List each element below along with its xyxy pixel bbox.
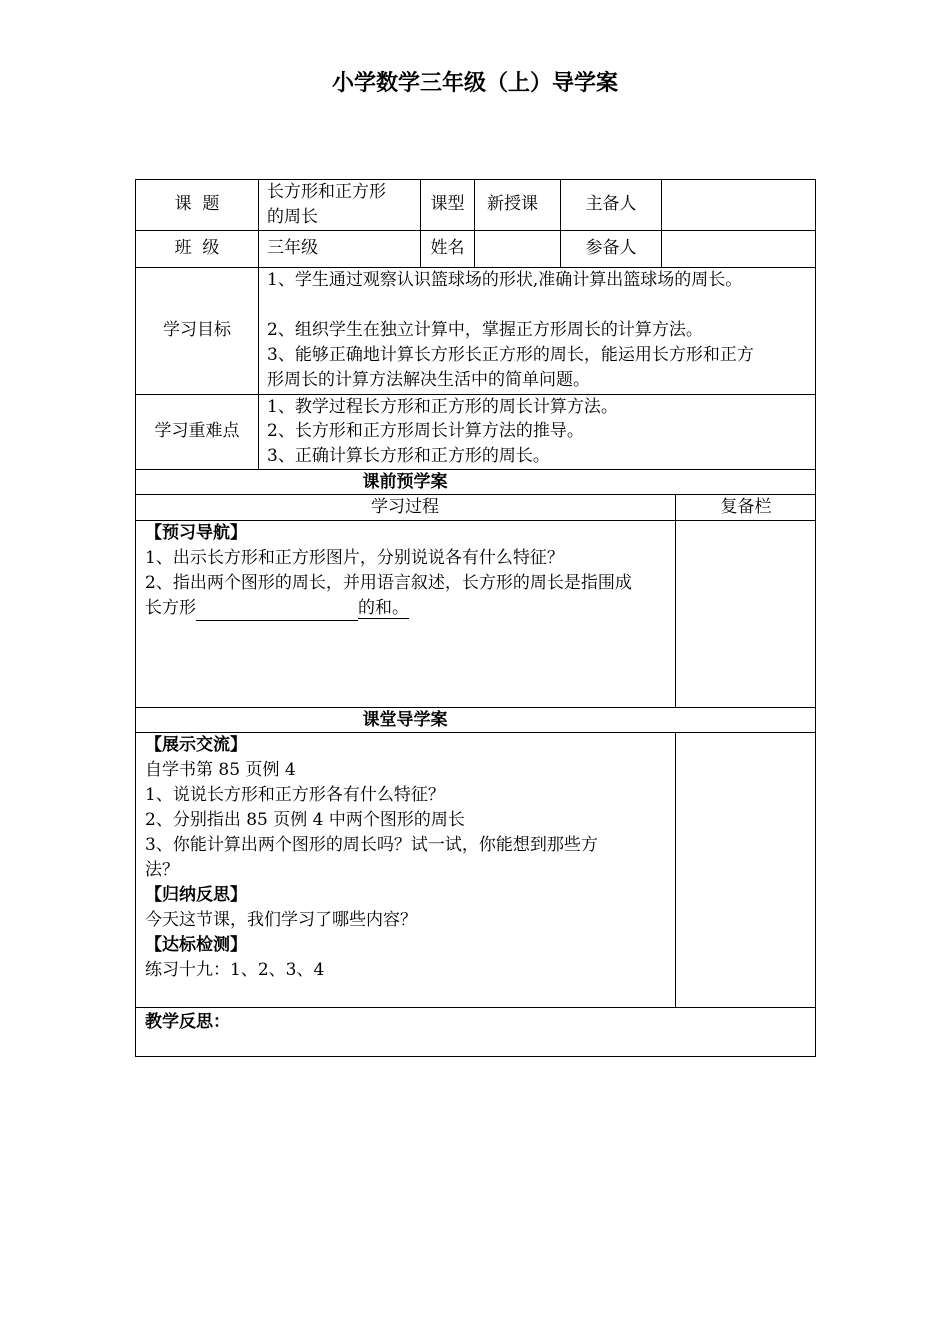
classroom-question-3-line1: 3、你能计算出两个图形的周长吗？试一试，你能想到那些方 <box>145 835 598 855</box>
column-divider <box>675 732 676 1007</box>
column-divider <box>675 494 676 707</box>
goal-item-1: 1、学生通过观察认识篮球场的形状,准确计算出篮球场的周长。 <box>267 270 743 290</box>
preview-question-2-line2 <box>145 596 409 621</box>
topic-value-line2: 的周长 <box>267 207 318 227</box>
review-header: 复备栏 <box>720 497 772 517</box>
column-divider <box>258 179 259 469</box>
classroom-question-3-line2: 法？ <box>145 860 179 880</box>
name-label: 姓名 <box>430 238 465 258</box>
classroom-reflect-question: 今天这节课，我们学习了哪些内容？ <box>145 910 417 930</box>
classroom-exercise: 练习十九：1、2、3、4 <box>145 960 325 980</box>
classroom-reference: 自学书第 85 页例 4 <box>145 760 296 780</box>
topic-value-line1: 长方形和正方形 <box>267 182 386 202</box>
key-point-3: 3、正确计算长方形和正方形的周长。 <box>267 446 550 466</box>
type-label: 课型 <box>430 194 465 214</box>
classroom-heading-showcase: 【展示交流】 <box>145 735 247 755</box>
key-point-2: 2、长方形和正方形周长计算方法的推导。 <box>267 421 584 441</box>
preview-question-1: 1、出示长方形和正方形图片，分别说说各有什么特征？ <box>145 548 564 568</box>
goals-label: 学习目标 <box>163 320 231 340</box>
row-divider <box>135 230 816 231</box>
column-divider <box>661 179 662 267</box>
goal-item-2: 2、组织学生在独立计算中，掌握正方形周长的计算方法。 <box>267 320 703 340</box>
fill-in-prefix: 长方形 <box>145 598 196 618</box>
teaching-reflection-label: 教学反思： <box>145 1012 230 1032</box>
fill-in-suffix: 的和。 <box>358 598 409 618</box>
classroom-heading-test: 【达标检测】 <box>145 935 247 955</box>
page-title: 小学数学三年级（上）导学案 <box>331 71 618 96</box>
process-header: 学习过程 <box>371 497 439 517</box>
key-point-1: 1、教学过程长方形和正方形的周长计算方法。 <box>267 397 618 417</box>
classroom-section-title: 课堂导学案 <box>362 710 448 730</box>
goal-item-3-line2: 形周长的计算方法解决生活中的简单问题。 <box>267 370 590 390</box>
goal-item-3-line1: 3、能够正确地计算长方形长正方形的周长，能运用长方形和正方 <box>267 345 754 365</box>
topic-label: 课 题 <box>174 194 220 214</box>
classroom-heading-summary: 【归纳反思】 <box>145 885 247 905</box>
co-preparer-label: 参备人 <box>585 238 637 258</box>
classroom-question-1: 1、说说长方形和正方形各有什么特征？ <box>145 785 445 805</box>
preview-question-2-line1: 2、指出两个图形的周长，并用语言叙述，长方形的周长是指围成 <box>145 573 632 593</box>
classroom-question-2: 2、分别指出 85 页例 4 中两个图形的周长 <box>145 810 465 830</box>
preview-heading: 【预习导航】 <box>145 523 247 543</box>
preview-section-title: 课前预学案 <box>362 472 448 492</box>
fill-in-blank[interactable] <box>196 600 358 621</box>
class-value: 三年级 <box>267 238 318 258</box>
lead-preparer-label: 主备人 <box>585 194 637 214</box>
type-value: 新授课 <box>487 194 538 214</box>
key-points-label: 学习重难点 <box>154 421 240 441</box>
class-label: 班 级 <box>174 238 220 258</box>
row-divider <box>135 1007 816 1008</box>
